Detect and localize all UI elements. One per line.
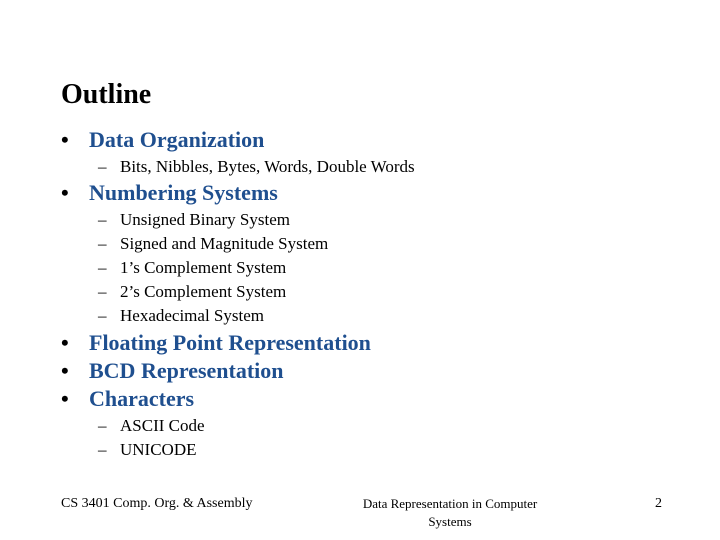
bullet-text: Data Organization [89,127,265,152]
bullet-dot: • [61,127,69,152]
footer-topic-line2: Systems [428,514,472,529]
sub-dash: – [98,282,107,301]
sub-text: Unsigned Binary System [120,210,290,229]
sub-dash: – [98,306,107,325]
footer-course: CS 3401 Comp. Org. & Assembly [61,496,253,511]
bullet-text: Numbering Systems [89,180,278,205]
slide-title: Outline [61,79,152,110]
bullet-item [61,357,284,385]
bullet-item [61,385,194,413]
sub-text: 2’s Complement System [120,282,287,301]
bullet-dot: • [61,358,69,383]
sub-item [98,232,328,256]
sub-item [98,438,197,462]
sub-text: UNICODE [120,440,197,459]
sub-dash: – [98,234,107,253]
footer-topic-line1: Data Representation in Computer [362,496,538,511]
bullet-item [61,126,264,154]
bullet-dot: • [61,330,69,355]
bullet-item [61,329,371,357]
sub-dash: – [98,157,107,176]
sub-item [98,256,286,280]
sub-text: 1’s Complement System [120,258,287,277]
page-number: 2 [655,496,662,511]
bullet-dot: • [61,180,69,205]
bullet-text: BCD Representation [89,358,284,383]
sub-dash: – [98,258,107,277]
sub-item [98,155,415,179]
sub-item [98,208,290,232]
sub-item [98,414,205,438]
bullet-dot: • [61,386,69,411]
sub-item [98,304,264,328]
bullet-text: Floating Point Representation [89,330,371,355]
sub-dash: – [98,416,107,435]
sub-item [98,280,286,304]
sub-text: Signed and Magnitude System [120,234,329,253]
bullet-item [61,179,278,207]
footer-topic [340,495,560,531]
sub-dash: – [98,210,107,229]
sub-dash: – [98,440,107,459]
sub-text: ASCII Code [120,416,205,435]
bullet-text: Characters [89,386,195,411]
sub-text: Hexadecimal System [120,306,264,325]
sub-text: Bits, Nibbles, Bytes, Words, Double Words [120,157,415,176]
